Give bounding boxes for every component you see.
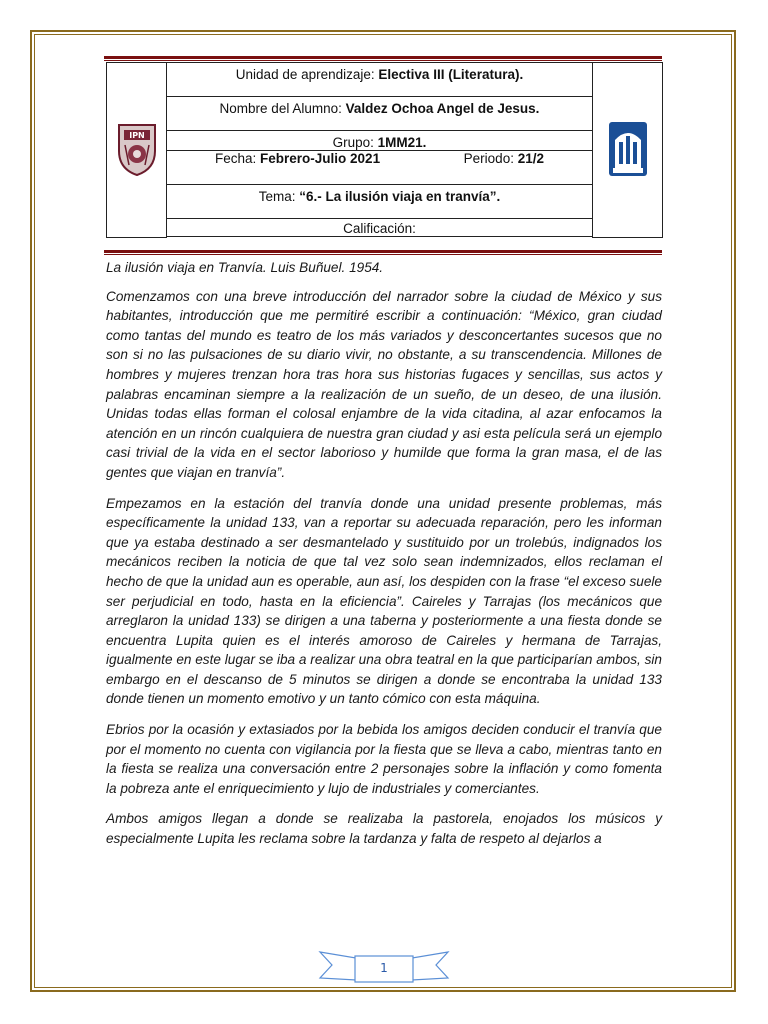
page-number: 1 (380, 961, 388, 975)
header-table (106, 62, 663, 238)
tema-value: “6.- La ilusión viaja en tranvía”. (299, 189, 501, 205)
svg-text:IPN: IPN (128, 130, 145, 140)
paragraph-tram-ride: Ebrios por la ocasión y extasiados por la bebida los amigos deciden conducir el tranvía que por el momento no cuenta con vigilancia por la fiesta que se lleva a cabo, mientras tanto en la fiesta se realiza una conversación entre 2 personajes sobre la inflación y como fomenta la pobreza ante el enriquecimiento y lujo de industriales y comerciantes. (106, 722, 662, 796)
periodo-group (464, 151, 544, 166)
tema-row (167, 185, 593, 219)
fecha-row (167, 151, 593, 185)
periodo-label: Periodo: (463, 151, 518, 167)
grupo-value: 1MM21. (377, 134, 427, 150)
nombre-label: Nombre del Alumno: (219, 100, 346, 116)
grupo-row (167, 130, 593, 151)
building-emblem-icon (607, 120, 649, 178)
grupo-label: Grupo: (332, 134, 378, 150)
paragraph-station: Empezamos en la estación del tranvía donde una unidad presente problemas, más específicamente la unidad 133, van a reportar su adecuada reparación, pero les informan que ya estaba destinado a ser desmantelado y sustituido por un trolebús, indignados los mecánicos reciben la noticia de que tal vez solo sean indemnizados, ellos reclaman el hecho de que la unidad aun es operable, aun así, los despiden con la frase “el exceso suele ser perjudicial en todo, hasta en la eficiencia”. Caireles y Tarrajas (los mecánicos que arreglaron la unidad 133) se dirigen a una taberna y posteriormente a una fiesta donde se encuentra Lupita quien es el interés amoroso de Caireles y hermana de Tarrajas, igualmente en este lugar se iba a realizar una obra teatral en la que participarían ambos, sin embargo en el descanso de 5 minutos se dirigen a donde se encontraba la unidad 133 donde tienen un momento emotivo y un tanto cómico con esta máquina. (106, 495, 662, 707)
fecha-label: Fecha: (215, 151, 261, 167)
calificacion-row (167, 218, 593, 236)
calificacion-label: Calificación: (343, 220, 416, 236)
fecha-value: Febrero-Julio 2021 (260, 151, 381, 167)
header-bottom-rule-thin (104, 254, 662, 255)
tema-label: Tema: (258, 189, 300, 205)
unidad-label: Unidad de aprendizaje: (235, 67, 379, 82)
header-bottom-rule (104, 250, 662, 253)
nombre-row (167, 96, 593, 130)
header-top-rule-thin (104, 60, 662, 61)
unidad-row (167, 63, 593, 97)
document-body (106, 258, 662, 860)
periodo-value: 21/2 (517, 151, 544, 167)
right-logo-cell (593, 63, 663, 238)
paragraph-intro: Comenzamos con una breve introducción del narrador sobre la ciudad de México y sus habitantes, introducción que me permitiré escribir a continuación: “México, gran ciudad como tantas del mundo es teatro de los más variados y desconcertantes sucesos que no son si no las pulsaciones de su diario vivir, no obstante, a su transcendencia. Millones de hombres y mujeres trenzan hora tras hora sus historias fugaces y sencillas, sus actos y palabras encaminan siempre a la realización de un sueño, de un deseo, de una ilusión. Unidas todas ellas forman el colosal enjambre de la vida citadina, al azar enfocamos la atención en un rincón cualquiera de nuestra gran ciudad y asi esta película será un ejemplo casi trivial de la vida en el sector laborioso y humilde que forma la gran masa, el de las gentes que viajan en tranvía”. (106, 288, 662, 480)
ipn-shield-icon (115, 121, 159, 177)
unidad-value: Electiva III (Literatura). (378, 67, 524, 82)
left-logo-cell (107, 63, 167, 238)
film-reference: La ilusión viaja en Tranvía. Luis Buñuel. 1954. (106, 260, 384, 275)
paragraph-pastorela: Ambos amigos llegan a donde se realizaba la pastorela, enojados los músicos y especialmente Lupita les reclama sobre la tardanza y falta de respeto al dejarlos a (106, 811, 662, 847)
fecha-group (215, 151, 380, 166)
header-top-rule (104, 56, 662, 59)
nombre-value: Valdez Ochoa Angel de Jesus. (345, 100, 540, 116)
